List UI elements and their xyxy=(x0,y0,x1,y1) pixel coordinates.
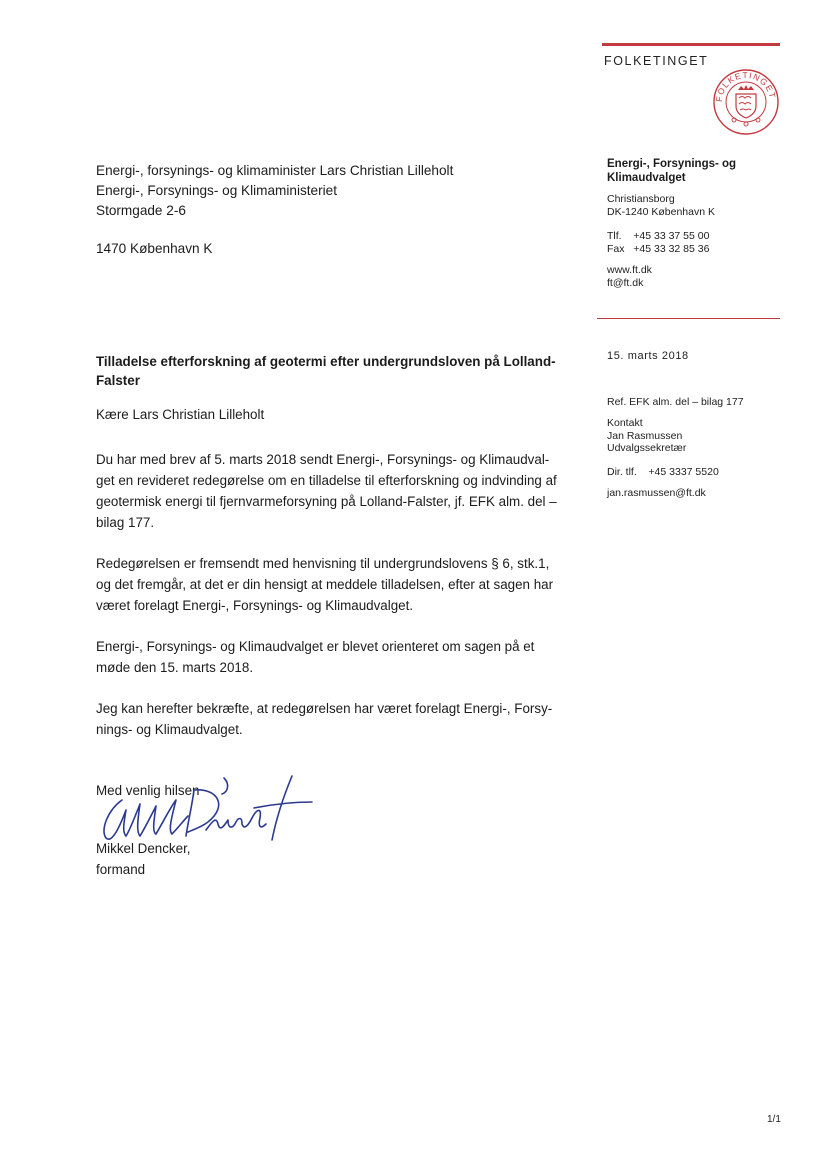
contact-label: Kontakt xyxy=(607,417,643,429)
paragraph-line: get en revideret redegørelse om en tilladelse til efterforskning og indvinding af xyxy=(96,473,557,488)
fax-number: Fax +45 33 32 85 36 xyxy=(607,242,710,255)
salutation: Kære Lars Christian Lilleholt xyxy=(96,407,265,422)
contact-block xyxy=(607,417,686,455)
letter-date: 15. marts 2018 xyxy=(607,350,689,362)
signer-title: formand xyxy=(96,862,146,877)
page-number: 1/1 xyxy=(767,1114,781,1125)
paragraph-line: Redegørelsen er fremsendt med henvisning til undergrundslovens § 6, stk.1, xyxy=(96,556,550,571)
committee-name-line2: Klimaudvalget xyxy=(607,172,686,184)
paragraph-line: geotermisk energi til fjernvarmeforsyning på Lolland-Falster, jf. EFK alm. del – xyxy=(96,494,557,509)
committee-phone-block xyxy=(607,230,709,255)
phone-number: Tlf. +45 33 37 55 00 xyxy=(607,230,710,242)
paragraph-line: Du har med brev af 5. marts 2018 sendt Energi-, Forsynings- og Klimaudval- xyxy=(96,452,550,467)
paragraph-1 xyxy=(96,449,582,533)
address-line1: Christiansborg xyxy=(607,193,675,205)
committee-name xyxy=(607,157,777,185)
address-line2: DK-1240 København K xyxy=(607,205,715,218)
reference-text: Ref. EFK alm. del – bilag 177 xyxy=(607,396,744,408)
contact-name: Jan Rasmussen xyxy=(607,429,683,442)
paragraph-line: Energi-, Forsynings- og Klimaudvalget er blevet orienteret om sagen på et xyxy=(96,639,535,654)
paragraph-4 xyxy=(96,698,582,740)
recipient-line1: Energi-, forsynings- og klimaminister Lars Christian Lilleholt xyxy=(96,163,454,178)
email-link[interactable]: ft@ft.dk xyxy=(607,276,644,289)
closing-phrase: Med venlig hilsen xyxy=(96,783,200,798)
paragraph-line: møde den 15. marts 2018. xyxy=(96,660,254,675)
committee-name-line1: Energi-, Forsynings- og xyxy=(607,158,737,170)
letter-subject xyxy=(96,352,586,390)
recipient-line3: Stormgade 2-6 xyxy=(96,203,186,218)
recipient-city: 1470 København K xyxy=(96,241,213,256)
contact-title: Udvalgssekretær xyxy=(607,442,687,454)
signer-block xyxy=(96,838,191,880)
direct-phone-text: Dir. tlf. +45 3337 5520 xyxy=(607,466,719,478)
recipient-address xyxy=(96,161,453,221)
website-link[interactable]: www.ft.dk xyxy=(607,264,652,276)
contact-email-link[interactable]: jan.rasmussen@ft.dk xyxy=(607,487,706,499)
recipient-line2: Energi-, Forsynings- og Klimaministeriet xyxy=(96,183,337,198)
sidebar-rule xyxy=(597,318,780,319)
subject-line1: Tilladelse efterforskning af geotermi efter undergrundsloven på Lolland- xyxy=(96,354,556,369)
signer-name: Mikkel Dencker, xyxy=(96,841,191,856)
direct-phone xyxy=(607,466,719,479)
header-rule xyxy=(602,43,780,46)
paragraph-line: Jeg kan herefter bekræfte, at redegørelsen har været forelagt Energi-, Forsy- xyxy=(96,701,553,716)
committee-address xyxy=(607,193,715,218)
reference-number xyxy=(607,396,744,409)
svg-text:FOLKETINGET: FOLKETINGET xyxy=(713,69,778,103)
organization-name: FOLKETINGET xyxy=(604,54,709,68)
paragraph-line: været forelagt Energi-, Forsynings- og Klimaudvalget. xyxy=(96,598,414,613)
paragraph-line: nings- og Klimaudvalget. xyxy=(96,722,243,737)
letter-body xyxy=(96,449,582,760)
paragraph-2 xyxy=(96,553,582,616)
paragraph-3 xyxy=(96,636,582,678)
paragraph-line: og det fremgår, at det er din hensigt at meddele tilladelsen, efter at sagen har xyxy=(96,577,554,592)
contact-email xyxy=(607,487,706,500)
paragraph-line: bilag 177. xyxy=(96,515,155,530)
subject-line2: Falster xyxy=(96,373,140,388)
folketinget-seal-icon xyxy=(712,68,780,136)
committee-web-block xyxy=(607,264,652,289)
